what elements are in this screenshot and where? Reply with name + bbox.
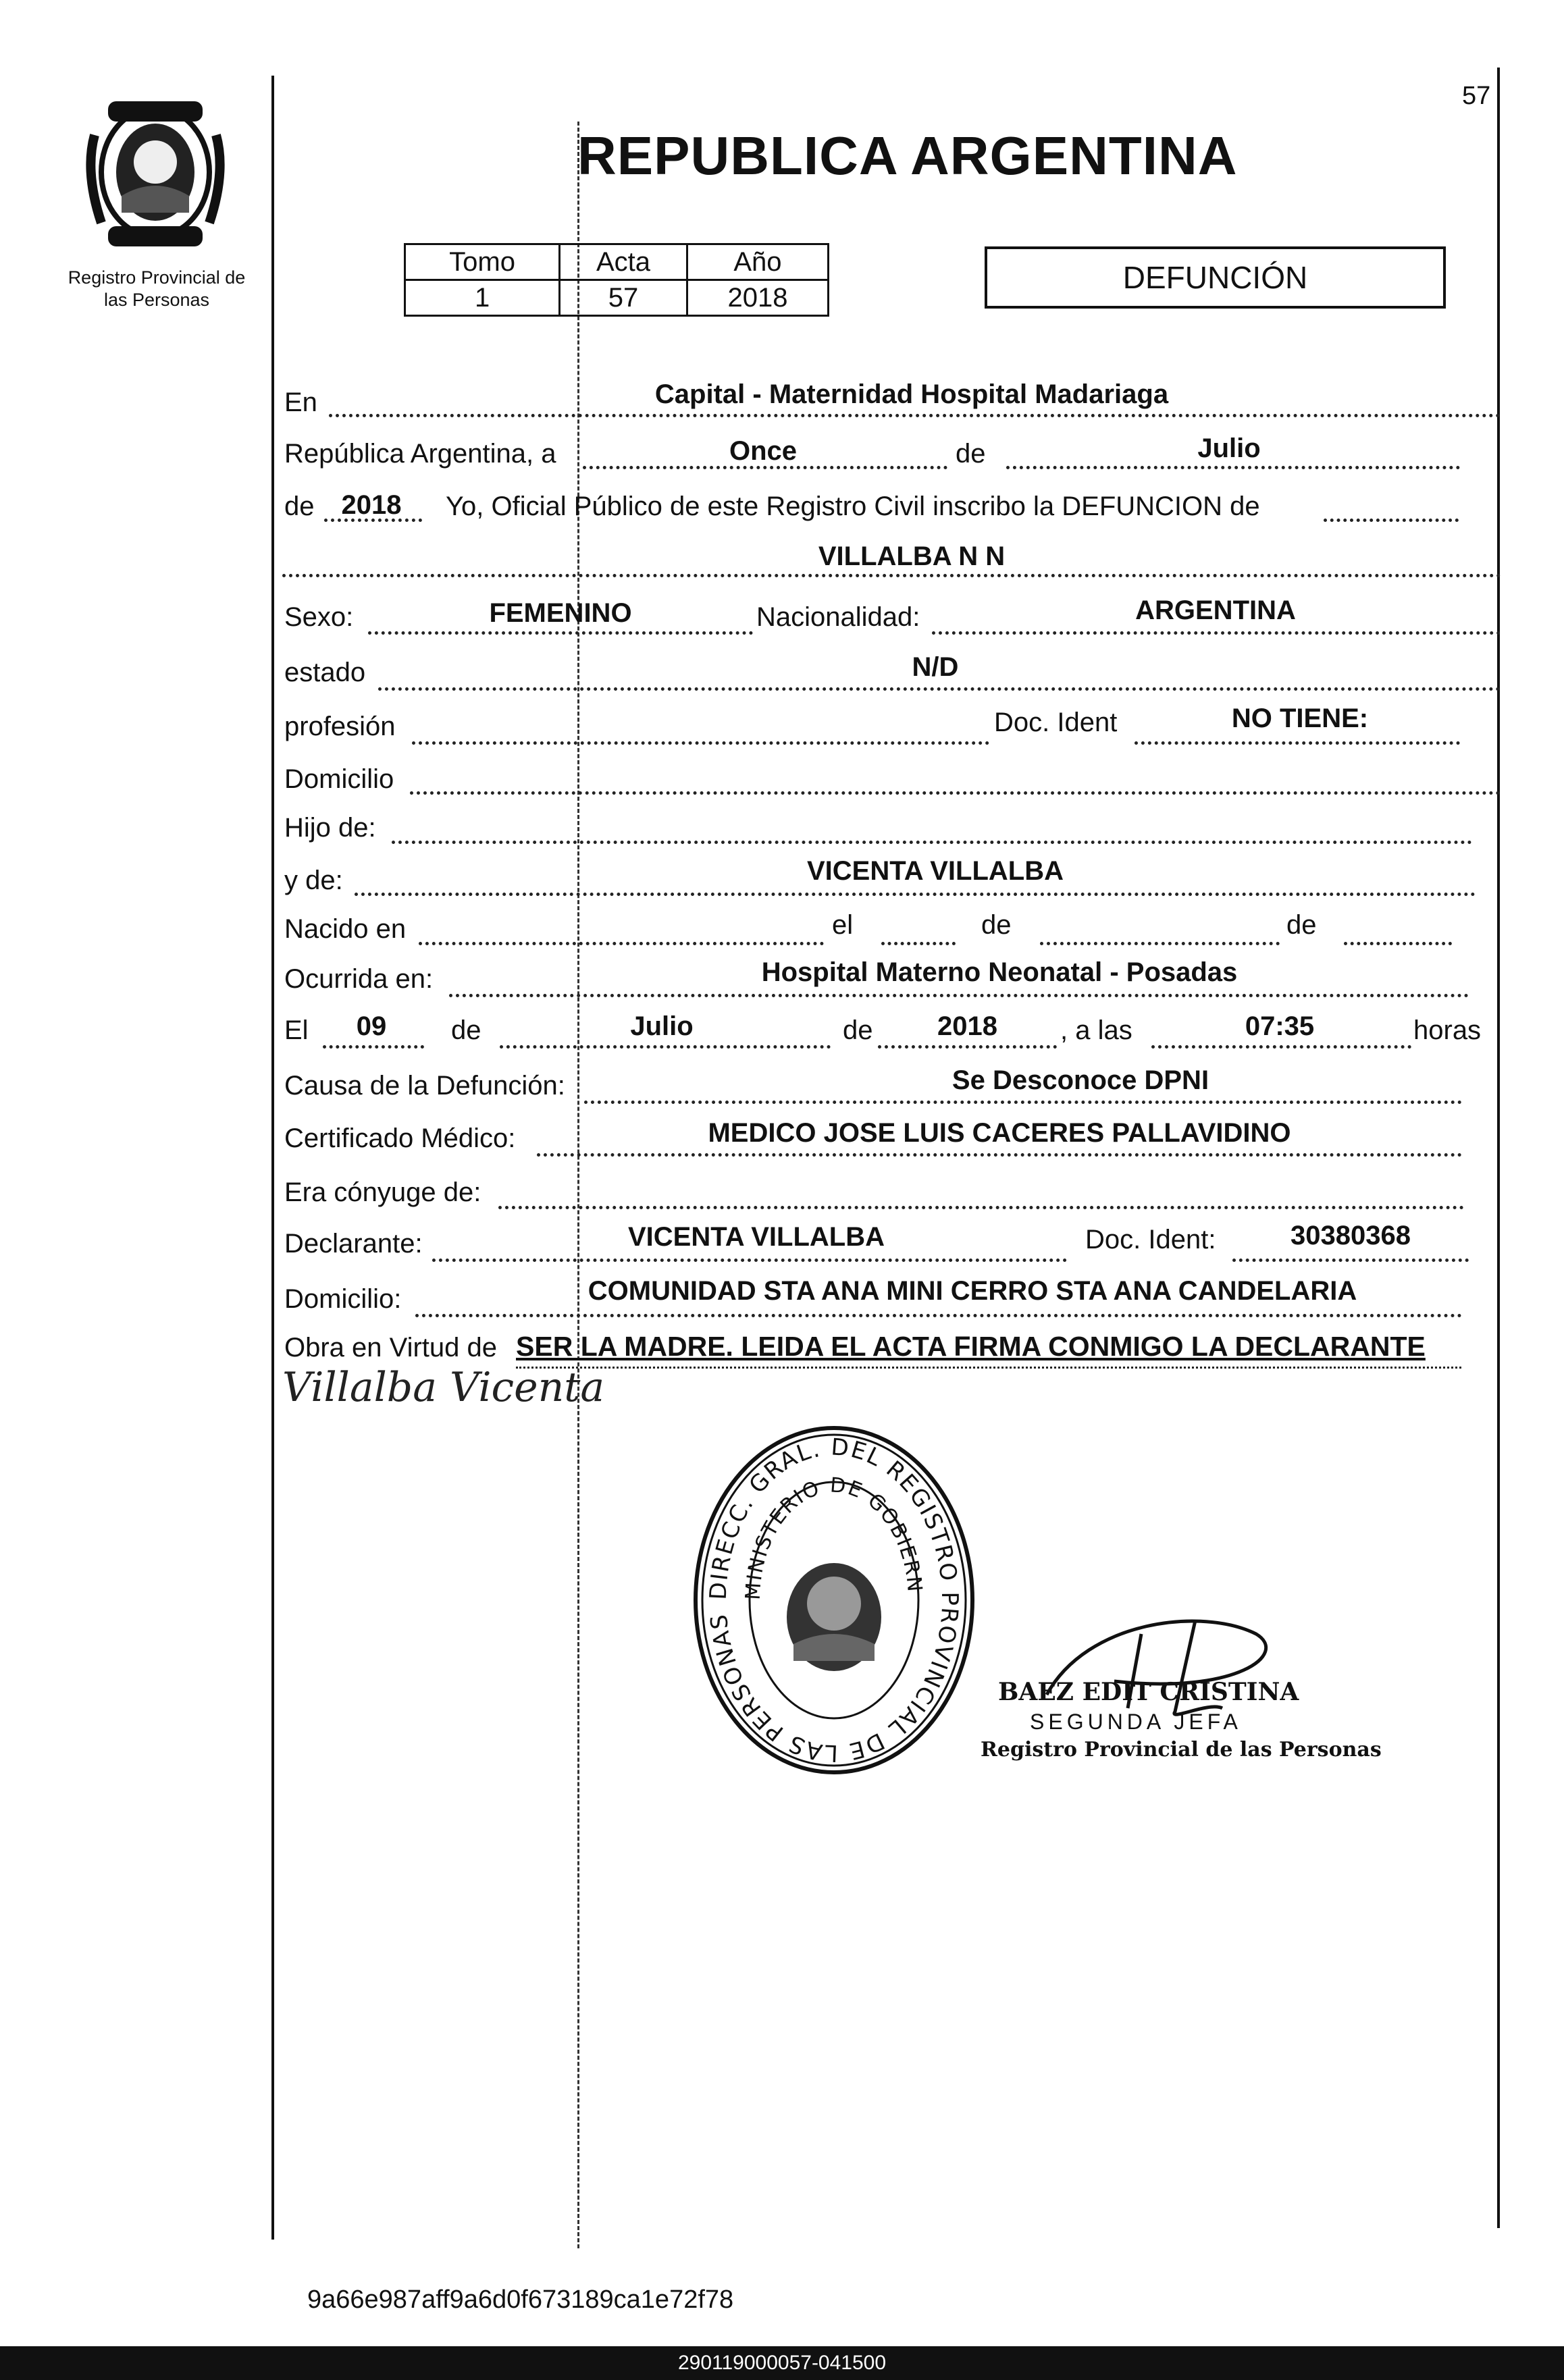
conyuge-dots: [498, 1206, 1464, 1209]
de-label-5: de: [451, 1015, 481, 1045]
doc2-value: 30380368: [1291, 1221, 1411, 1250]
death-month: Julio: [630, 1011, 694, 1041]
death-time: 07:35: [1245, 1011, 1315, 1041]
obra-dots: [516, 1367, 1461, 1369]
republica-label: República Argentina, a: [284, 439, 556, 469]
en-dots: [329, 414, 1501, 417]
ocurrida-dots: [449, 994, 1469, 997]
yde-value: VICENTA VILLALBA: [807, 856, 1064, 886]
nacionalidad-value: ARGENTINA: [1135, 596, 1296, 625]
tomo-value: 1: [405, 280, 560, 316]
doc-ident-dots: [1135, 741, 1460, 745]
sexo-dots: [368, 631, 753, 635]
doc2-label: Doc. Ident:: [1085, 1225, 1216, 1254]
de-label-6: de: [843, 1015, 873, 1045]
declarante-label: Declarante:: [284, 1229, 423, 1259]
nacido-dots: [419, 942, 824, 945]
record-type-box: DEFUNCIÓN: [985, 246, 1446, 309]
domicilio-label: Domicilio: [284, 764, 394, 794]
stamp-inner-text: MINISTERIO DE GOBIERN: [741, 1473, 927, 1601]
obra-value: SER LA MADRE. LEIDA EL ACTA FIRMA CONMIGO LA DECLARANTE: [516, 1331, 1426, 1362]
month-value: Julio: [1197, 433, 1261, 463]
nacionalidad-dots: [932, 631, 1501, 635]
day-value: Once: [729, 436, 798, 466]
nacido-month-dots: [1040, 942, 1280, 945]
de-label-3: de: [981, 910, 1012, 940]
ocurrida-value: Hospital Materno Neonatal - Posadas: [761, 957, 1238, 987]
obra-label: Obra en Virtud de: [284, 1333, 498, 1363]
alas-label: , a las: [1060, 1015, 1132, 1045]
domicilio2-dots: [415, 1314, 1462, 1317]
official-title: SEGUNDA JEFA: [1030, 1710, 1242, 1734]
domicilio2-label: Domicilio:: [284, 1284, 402, 1314]
doc2-dots: [1232, 1259, 1469, 1262]
right-margin-line: [1497, 68, 1500, 2228]
ocurrida-label: Ocurrida en:: [284, 964, 434, 994]
estado-dots: [378, 687, 1501, 691]
statement-dots: [1324, 519, 1459, 522]
barcode-text: 290119000057-041500: [677, 2352, 887, 2374]
certificado-label: Certificado Médico:: [284, 1123, 516, 1153]
de-label-4: de: [1286, 910, 1317, 940]
horas-label: horas: [1413, 1015, 1482, 1045]
en-value: Capital - Maternidad Hospital Madariaga: [654, 379, 1169, 409]
death-year: 2018: [937, 1011, 997, 1041]
declarante-value: VICENTA VILLALBA: [628, 1222, 885, 1252]
nacido-year-dots: [1344, 942, 1452, 945]
de-label-2: de: [284, 492, 315, 521]
official-office: Registro Provincial de las Personas: [981, 1738, 1382, 1762]
acta-header: Acta: [560, 244, 687, 280]
registry-table: [404, 243, 829, 317]
ano-value: 2018: [687, 280, 828, 316]
name-dots: [282, 574, 1501, 577]
declarante-dots: [432, 1259, 1067, 1262]
hijo-label: Hijo de:: [284, 813, 376, 843]
province-seal: [81, 95, 230, 250]
death-year-dots: [878, 1045, 1057, 1049]
death-month-dots: [500, 1045, 831, 1049]
ano-header: Año: [687, 244, 828, 280]
month-dots: [1006, 466, 1460, 469]
office-name-line2: las Personas: [103, 290, 210, 310]
de-label-1: de: [956, 439, 986, 469]
death-day-dots: [323, 1045, 424, 1049]
domicilio2-value: COMUNIDAD STA ANA MINI CERRO STA ANA CANDELARIA: [588, 1276, 1357, 1306]
deceased-name: VILLALBA N N: [818, 541, 1006, 571]
doc-ident-label: Doc. Ident: [994, 708, 1118, 737]
page-number: 57: [1462, 82, 1491, 110]
tomo-header: Tomo: [405, 244, 560, 280]
el2-label: El: [284, 1015, 309, 1045]
sexo-value: FEMENINO: [489, 598, 632, 628]
estado-value: N/D: [912, 652, 959, 682]
domicilio-dots: [410, 791, 1501, 795]
yde-dots: [355, 893, 1476, 896]
conyuge-label: Era cónyuge de:: [284, 1178, 481, 1207]
page-title: REPUBLICA ARGENTINA: [577, 126, 1238, 186]
nacido-label: Nacido en: [284, 914, 407, 944]
profesion-dots: [412, 741, 989, 745]
profesion-label: profesión: [284, 712, 396, 741]
year-value: 2018: [341, 490, 402, 520]
doc-ident-value: NO TIENE:: [1231, 704, 1369, 733]
hijo-dots: [392, 841, 1472, 844]
el-label: el: [832, 910, 854, 940]
certificado-value: MEDICO JOSE LUIS CACERES PALLAVIDINO: [708, 1118, 1291, 1148]
office-name-line1: Registro Provincial de: [68, 267, 246, 288]
causa-dots: [584, 1101, 1462, 1104]
declarant-signature: Villalba Vicenta: [282, 1364, 605, 1411]
official-name: BAEZ EDIT CRISTINA: [998, 1678, 1299, 1706]
en-label: En: [284, 388, 317, 417]
causa-value: Se Desconoce DPNI: [952, 1065, 1209, 1095]
stamp-outer-text: DIRECC. GRAL. DEL REGISTRO PROVINCIAL DE LAS PERSONAS: [704, 1433, 964, 1767]
document-hash: 9a66e987aff9a6d0f673189ca1e72f78: [307, 2285, 734, 2314]
acta-value: 57: [560, 280, 687, 316]
fold-line: [577, 122, 579, 2248]
left-margin-line: [271, 76, 274, 2240]
statement-text: Yo, Oficial Público de este Registro Civil inscribo la DEFUNCION de: [446, 492, 1260, 521]
sexo-label: Sexo:: [284, 602, 354, 632]
registry-header-row: [405, 244, 829, 280]
nacionalidad-label: Nacionalidad:: [756, 602, 920, 632]
yde-label: y de:: [284, 866, 343, 895]
death-time-dots: [1151, 1045, 1411, 1049]
registry-value-row: [405, 280, 829, 316]
causa-label: Causa de la Defunción:: [284, 1071, 565, 1101]
official-stamp: [685, 1421, 983, 1779]
death-day: 09: [356, 1011, 387, 1041]
certificado-dots: [537, 1153, 1462, 1157]
estado-label: estado: [284, 658, 366, 687]
el-dots: [881, 942, 956, 945]
